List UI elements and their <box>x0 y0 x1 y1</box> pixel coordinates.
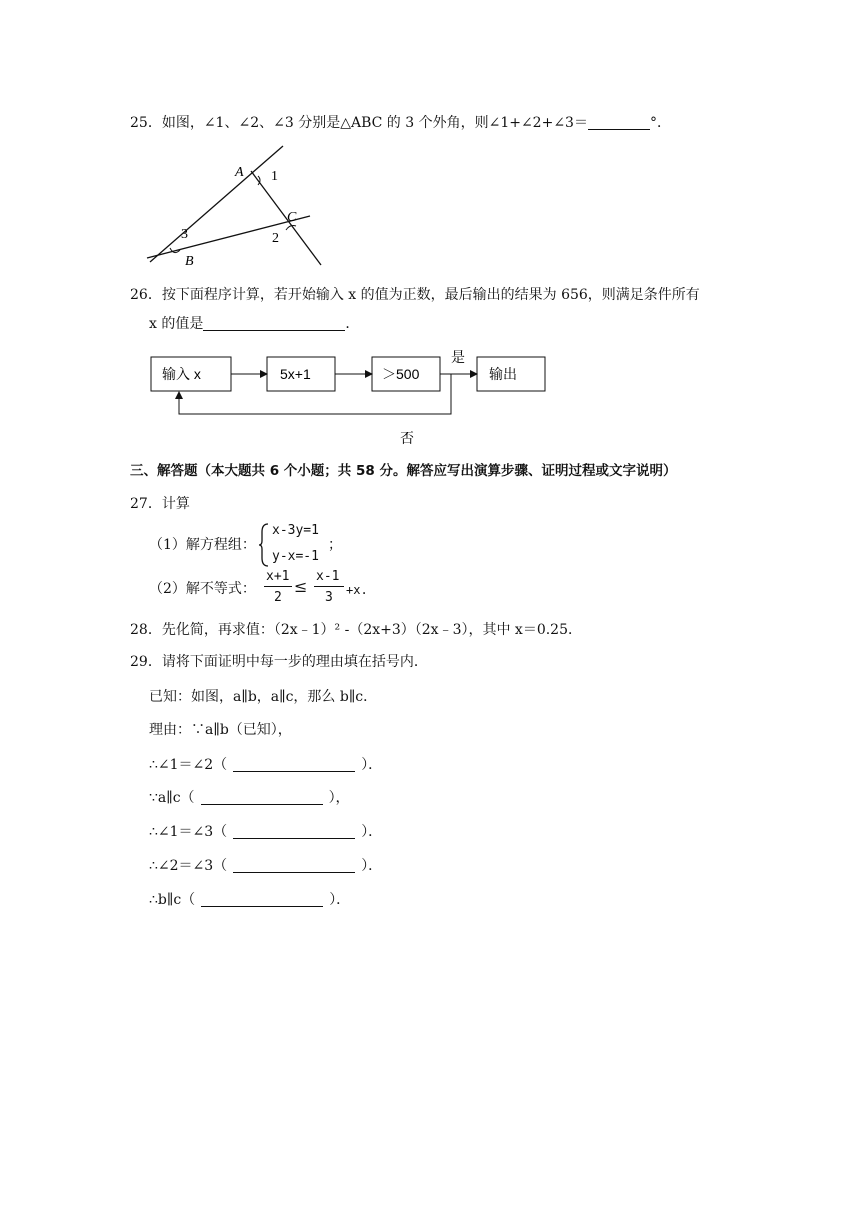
proof-step-4-statement: ∴∠2＝∠3（ <box>149 858 228 874</box>
proof-step-5-blank[interactable] <box>201 892 323 907</box>
fraction-left-bar <box>264 586 292 587</box>
fraction-left-numerator: x+1 <box>266 569 290 584</box>
proof-step-3-statement: ∴∠1＝∠3（ <box>149 824 228 840</box>
q25-line <box>130 114 671 132</box>
proof-step-3-blank[interactable] <box>233 824 355 839</box>
q26-line1 <box>130 286 700 304</box>
label-A: A <box>235 165 244 180</box>
label-3: 3 <box>181 227 188 242</box>
leq-sign: ≤ <box>294 577 308 596</box>
proof-step-2-blank[interactable] <box>201 790 323 805</box>
q25-text: 如图，∠1、∠2、∠3 分别是△ABC 的 3 个外角，则∠1+∠2+∠3＝ <box>161 115 588 131</box>
proof-step-1 <box>149 756 382 774</box>
q26-suffix: ． <box>345 316 360 332</box>
line-through-A-B <box>150 146 283 262</box>
q25-number: 25． <box>130 115 162 131</box>
q29-line <box>130 653 428 671</box>
q27-title: 计算 <box>161 496 190 512</box>
equation-1: x-3y=1 <box>272 523 319 538</box>
fraction-right-bar <box>314 586 344 587</box>
q26-answer-blank[interactable] <box>203 316 345 331</box>
q27-line <box>130 495 190 513</box>
q28-line <box>130 621 582 639</box>
flow-yes-label: 是 <box>451 349 465 365</box>
q25-suffix: °． <box>649 115 671 131</box>
q28-number: 28． <box>130 622 162 638</box>
proof-step-3-end: ）． <box>361 824 383 840</box>
q26-text-line1: 按下面程序计算，若开始输入 x 的值为正数，最后输出的结果为 656，则满足条件所有 <box>161 287 700 303</box>
fraction-right-denominator: 3 <box>325 590 333 605</box>
line-through-B-C <box>147 216 310 258</box>
fraction-right-numerator: x-1 <box>316 569 340 584</box>
inequality-tail: +x. <box>346 583 368 597</box>
proof-step-2 <box>149 789 350 807</box>
flow-box-output-label: 输出 <box>489 366 517 382</box>
label-C: C <box>287 210 297 225</box>
label-1: 1 <box>271 169 278 184</box>
q26-line2 <box>149 315 359 333</box>
system-brace <box>258 522 270 568</box>
proof-step-3 <box>149 823 382 841</box>
q28-text: 先化简，再求值：（2x﹣1）² -（2x+3）（2x﹣3），其中 x＝0.25． <box>161 622 582 638</box>
label-2: 2 <box>272 231 279 246</box>
proof-step-4-end: ）． <box>361 858 383 874</box>
q29-given: 已知：如图，a∥b，a∥c，那么 b∥c． <box>149 689 378 705</box>
proof-step-4-blank[interactable] <box>233 858 355 873</box>
proof-step-5-end: ）． <box>329 892 351 908</box>
q27-number: 27． <box>130 496 162 512</box>
q25-answer-blank[interactable] <box>588 115 650 130</box>
flow-chart <box>150 345 550 455</box>
triangle-figure <box>140 140 340 270</box>
flow-box-input-label: 输入 x <box>162 366 201 382</box>
q26-number: 26． <box>130 287 162 303</box>
proof-step-5 <box>149 891 350 909</box>
proof-step-1-statement: ∴∠1＝∠2（ <box>149 757 228 773</box>
q27-part1-label: （1）解方程组： <box>149 537 256 553</box>
equation-2: y-x=-1 <box>272 549 319 564</box>
part1-end: ； <box>328 537 342 553</box>
q29-number: 29． <box>130 654 162 670</box>
q29-intro: 请将下面证明中每一步的理由填在括号内． <box>161 654 428 670</box>
section-heading: 三、解答题（本大题共 6 个小题；共 58 分。解答应写出演算步骤、证明过程或文字说明） <box>130 463 677 479</box>
proof-step-5-statement: ∴b∥c（ <box>149 892 196 908</box>
q27-part2-label: （2）解不等式： <box>149 581 256 597</box>
flow-box-condition-label: ＞500 <box>382 366 420 382</box>
fraction-left-denominator: 2 <box>274 590 282 605</box>
q26-text-line2: x 的值是 <box>149 316 204 332</box>
label-B: B <box>185 254 194 269</box>
flow-box-formula-label: 5x+1 <box>280 366 311 382</box>
proof-step-4 <box>149 857 382 875</box>
flow-no-label: 否 <box>400 430 414 446</box>
proof-step-1-blank[interactable] <box>233 757 355 772</box>
q29-reason: 理由：∵a∥b（已知）， <box>149 722 292 738</box>
proof-step-2-statement: ∵a∥c（ <box>149 790 195 806</box>
proof-step-1-end: ）． <box>361 757 383 773</box>
line-through-A-C <box>251 171 321 265</box>
proof-step-2-end: ）， <box>328 790 350 806</box>
